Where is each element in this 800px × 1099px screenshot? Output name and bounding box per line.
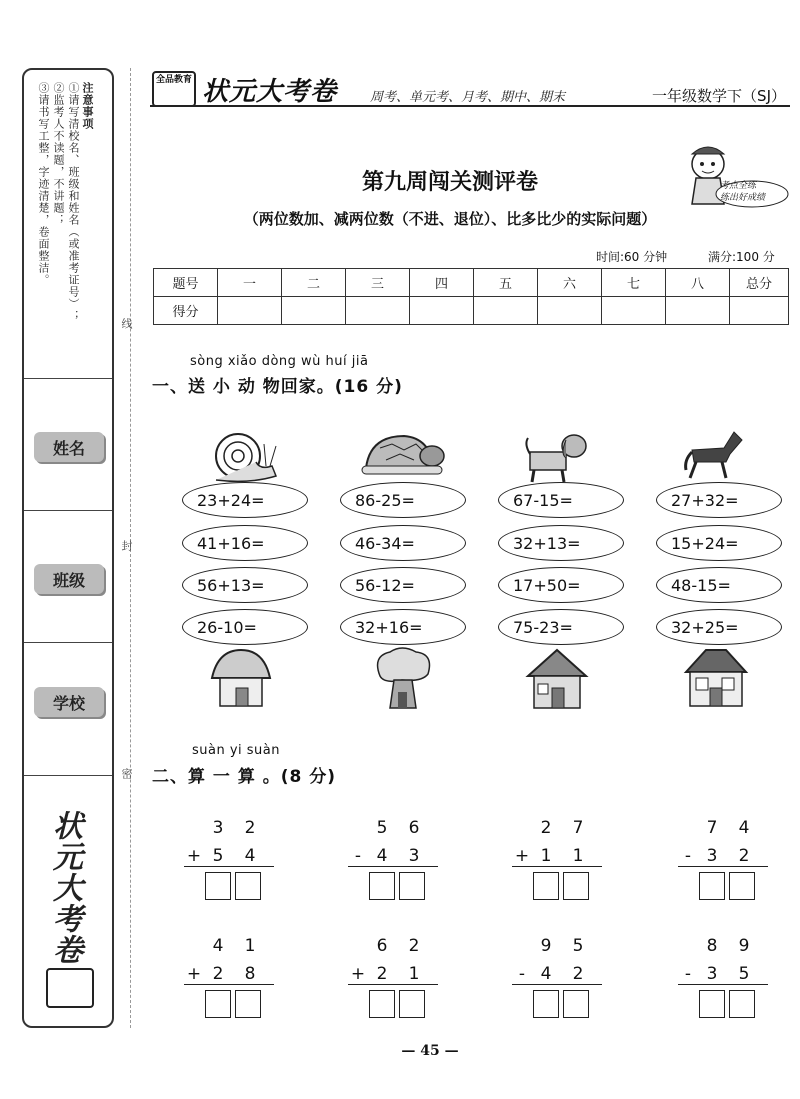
equation-oval[interactable]: 75-23=: [498, 609, 624, 645]
mascot-caption-1: 考点全练: [720, 181, 757, 191]
school-field[interactable]: 学校: [34, 687, 104, 717]
bottom-tens-digit: 1: [540, 846, 552, 866]
page-number: — 45 —: [401, 1043, 459, 1059]
vertical-problem: [184, 818, 274, 918]
score-input[interactable]: [282, 297, 346, 325]
operator-sign: +: [350, 964, 366, 984]
score-input[interactable]: [538, 297, 602, 325]
answer-box-tens[interactable]: [369, 990, 395, 1018]
equation-oval[interactable]: 17+50=: [498, 567, 624, 603]
score-cell: 题号: [154, 269, 218, 297]
top-ones-digit: 2: [408, 936, 420, 956]
time-limit: 时间:60 分钟: [596, 250, 668, 264]
score-input[interactable]: [410, 297, 474, 325]
bottom-tens-digit: 3: [706, 846, 718, 866]
brand-badge: 全品教育: [152, 71, 196, 107]
top-ones-digit: 6: [408, 818, 420, 838]
score-row-label: 得分: [154, 297, 218, 325]
operator-sign: +: [186, 964, 202, 984]
score-cell: 五: [474, 269, 538, 297]
score-cell: 二: [282, 269, 346, 297]
brand-logo: [152, 72, 337, 106]
operator-sign: -: [518, 964, 526, 984]
answer-box-ones[interactable]: [399, 990, 425, 1018]
name-field[interactable]: 姓名: [34, 432, 104, 462]
notice-heading: 注意事项: [81, 82, 94, 130]
answer-box-tens[interactable]: [205, 990, 231, 1018]
answer-box-ones[interactable]: [563, 872, 589, 900]
sum-line: [512, 984, 602, 985]
score-cell: 六: [538, 269, 602, 297]
bottom-tens-digit: 4: [376, 846, 388, 866]
equation-oval[interactable]: 56-12=: [340, 567, 466, 603]
bottom-ones-digit: 3: [408, 846, 420, 866]
equation-oval[interactable]: 56+13=: [182, 567, 308, 603]
vertical-problem: [184, 936, 274, 1036]
cut-word-secret: 密: [120, 768, 133, 779]
page-title: 第九周闯关测评卷: [361, 169, 538, 195]
bottom-tens-digit: 5: [212, 846, 224, 866]
top-ones-digit: 7: [572, 818, 584, 838]
operator-sign: -: [684, 846, 692, 866]
equation-oval[interactable]: 48-15=: [656, 567, 782, 603]
header-rule: [150, 105, 790, 107]
bottom-ones-digit: 1: [408, 964, 420, 984]
bottom-tens-digit: 2: [212, 964, 224, 984]
sum-line: [184, 866, 274, 867]
section2-title: 二、算 一 算 。(8 分): [152, 767, 337, 787]
turtle-icon: [360, 432, 446, 480]
top-tens-digit: 3: [212, 818, 224, 838]
score-cell: 三: [346, 269, 410, 297]
tree-house-icon: [372, 646, 434, 712]
full-score: 满分:100 分: [708, 250, 775, 264]
score-table: [153, 268, 789, 325]
score-cell: 一: [218, 269, 282, 297]
snail-icon: [210, 426, 280, 484]
bottom-tens-digit: 4: [540, 964, 552, 984]
top-tens-digit: 8: [706, 936, 718, 956]
bottom-ones-digit: 8: [244, 964, 256, 984]
exam-tags: 周考、单元考、月考、期中、期末: [370, 90, 566, 105]
equation-oval[interactable]: 67-15=: [498, 482, 624, 518]
score-input[interactable]: [666, 297, 730, 325]
operator-sign: -: [354, 846, 362, 866]
top-tens-digit: 7: [706, 818, 718, 838]
side-logo-text: 状元大考卷: [47, 810, 82, 965]
score-input[interactable]: [346, 297, 410, 325]
equation-oval[interactable]: 32+25=: [656, 609, 782, 645]
top-ones-digit: 9: [738, 936, 750, 956]
score-input[interactable]: [602, 297, 666, 325]
answer-box-tens[interactable]: [205, 872, 231, 900]
equation-oval[interactable]: 32+13=: [498, 525, 624, 561]
score-input[interactable]: [218, 297, 282, 325]
score-cell: 四: [410, 269, 474, 297]
equation-oval[interactable]: 27+32=: [656, 482, 782, 518]
dog-icon: [522, 430, 592, 484]
answer-box-tens[interactable]: [533, 872, 559, 900]
sum-line: [678, 984, 768, 985]
answer-box-tens[interactable]: [369, 872, 395, 900]
bottom-ones-digit: 2: [572, 964, 584, 984]
side-logo-badge: [46, 968, 94, 1008]
top-ones-digit: 5: [572, 936, 584, 956]
score-header-row: [154, 269, 789, 297]
bottom-tens-digit: 3: [706, 964, 718, 984]
top-tens-digit: 4: [212, 936, 224, 956]
cut-word-line: 线: [120, 318, 133, 329]
section1-pinyin: sòng xiǎo dòng wù huí jiā: [190, 354, 369, 369]
equation-oval[interactable]: 41+16=: [182, 525, 308, 561]
cottage-icon: [524, 646, 590, 712]
top-tens-digit: 5: [376, 818, 388, 838]
mascot-caption: [720, 180, 765, 204]
notice-1: ①请写清校名、班级和姓名（或准考证号）；: [67, 82, 80, 322]
page-subtitle: （两位数加、减两位数（不进、退位）、比多比少的实际问题）: [243, 210, 657, 228]
sum-line: [348, 984, 438, 985]
vertical-problem: [348, 936, 438, 1036]
answer-box-ones[interactable]: [399, 872, 425, 900]
answer-box-ones[interactable]: [729, 872, 755, 900]
score-cell: 总分: [730, 269, 789, 297]
bottom-ones-digit: 1: [572, 846, 584, 866]
horse-icon: [682, 426, 746, 482]
bottom-ones-digit: 5: [738, 964, 750, 984]
top-ones-digit: 1: [244, 936, 256, 956]
mascot-caption-2: 练出好成绩: [720, 193, 766, 203]
answer-box-ones[interactable]: [235, 990, 261, 1018]
vertical-problem: [348, 818, 438, 918]
sum-line: [184, 984, 274, 985]
top-ones-digit: 4: [738, 818, 750, 838]
equation-oval[interactable]: 15+24=: [656, 525, 782, 561]
top-tens-digit: 6: [376, 936, 388, 956]
answer-box-tens[interactable]: [533, 990, 559, 1018]
operator-sign: +: [514, 846, 530, 866]
answer-box-ones[interactable]: [235, 872, 261, 900]
answer-box-tens[interactable]: [699, 872, 725, 900]
bottom-ones-digit: 4: [244, 846, 256, 866]
vertical-problem: [678, 936, 768, 1036]
score-cell: 七: [602, 269, 666, 297]
brick-house-icon: [682, 644, 750, 710]
top-tens-digit: 2: [540, 818, 552, 838]
bottom-ones-digit: 2: [738, 846, 750, 866]
score-input[interactable]: [730, 297, 789, 325]
vertical-problem: [512, 818, 602, 918]
answer-box-tens[interactable]: [699, 990, 725, 1018]
sum-line: [512, 866, 602, 867]
equation-oval[interactable]: 26-10=: [182, 609, 308, 645]
top-tens-digit: 9: [540, 936, 552, 956]
score-cell: 八: [666, 269, 730, 297]
section1-title: 一、送 小 动 物回家。(16 分): [152, 377, 403, 397]
class-field[interactable]: 班级: [34, 564, 104, 594]
equation-oval[interactable]: 86-25=: [340, 482, 466, 518]
equation-oval[interactable]: 32+16=: [340, 609, 466, 645]
sum-line: [678, 866, 768, 867]
cut-word-seal: 封: [120, 540, 133, 551]
top-ones-digit: 2: [244, 818, 256, 838]
score-value-row: [154, 297, 789, 325]
answer-box-ones[interactable]: [563, 990, 589, 1018]
vertical-problem: [678, 818, 768, 918]
section2-pinyin: suàn yi suàn: [192, 743, 281, 758]
vertical-problem: [512, 936, 602, 1036]
equation-oval[interactable]: 23+24=: [182, 482, 308, 518]
mushroom-house-icon: [208, 648, 274, 710]
equation-oval[interactable]: 46-34=: [340, 525, 466, 561]
operator-sign: +: [186, 846, 202, 866]
grade-label: 一年级数学下（SJ）: [652, 87, 786, 105]
operator-sign: -: [684, 964, 692, 984]
notice-3: ③请书写工整，字迹清楚，卷面整洁。: [37, 82, 50, 286]
bottom-tens-digit: 2: [376, 964, 388, 984]
score-input[interactable]: [474, 297, 538, 325]
brand-title: 状元大考卷: [202, 76, 338, 107]
notice-2: ②监考人不读题，不讲题；: [52, 82, 65, 226]
sum-line: [348, 866, 438, 867]
answer-box-ones[interactable]: [729, 990, 755, 1018]
